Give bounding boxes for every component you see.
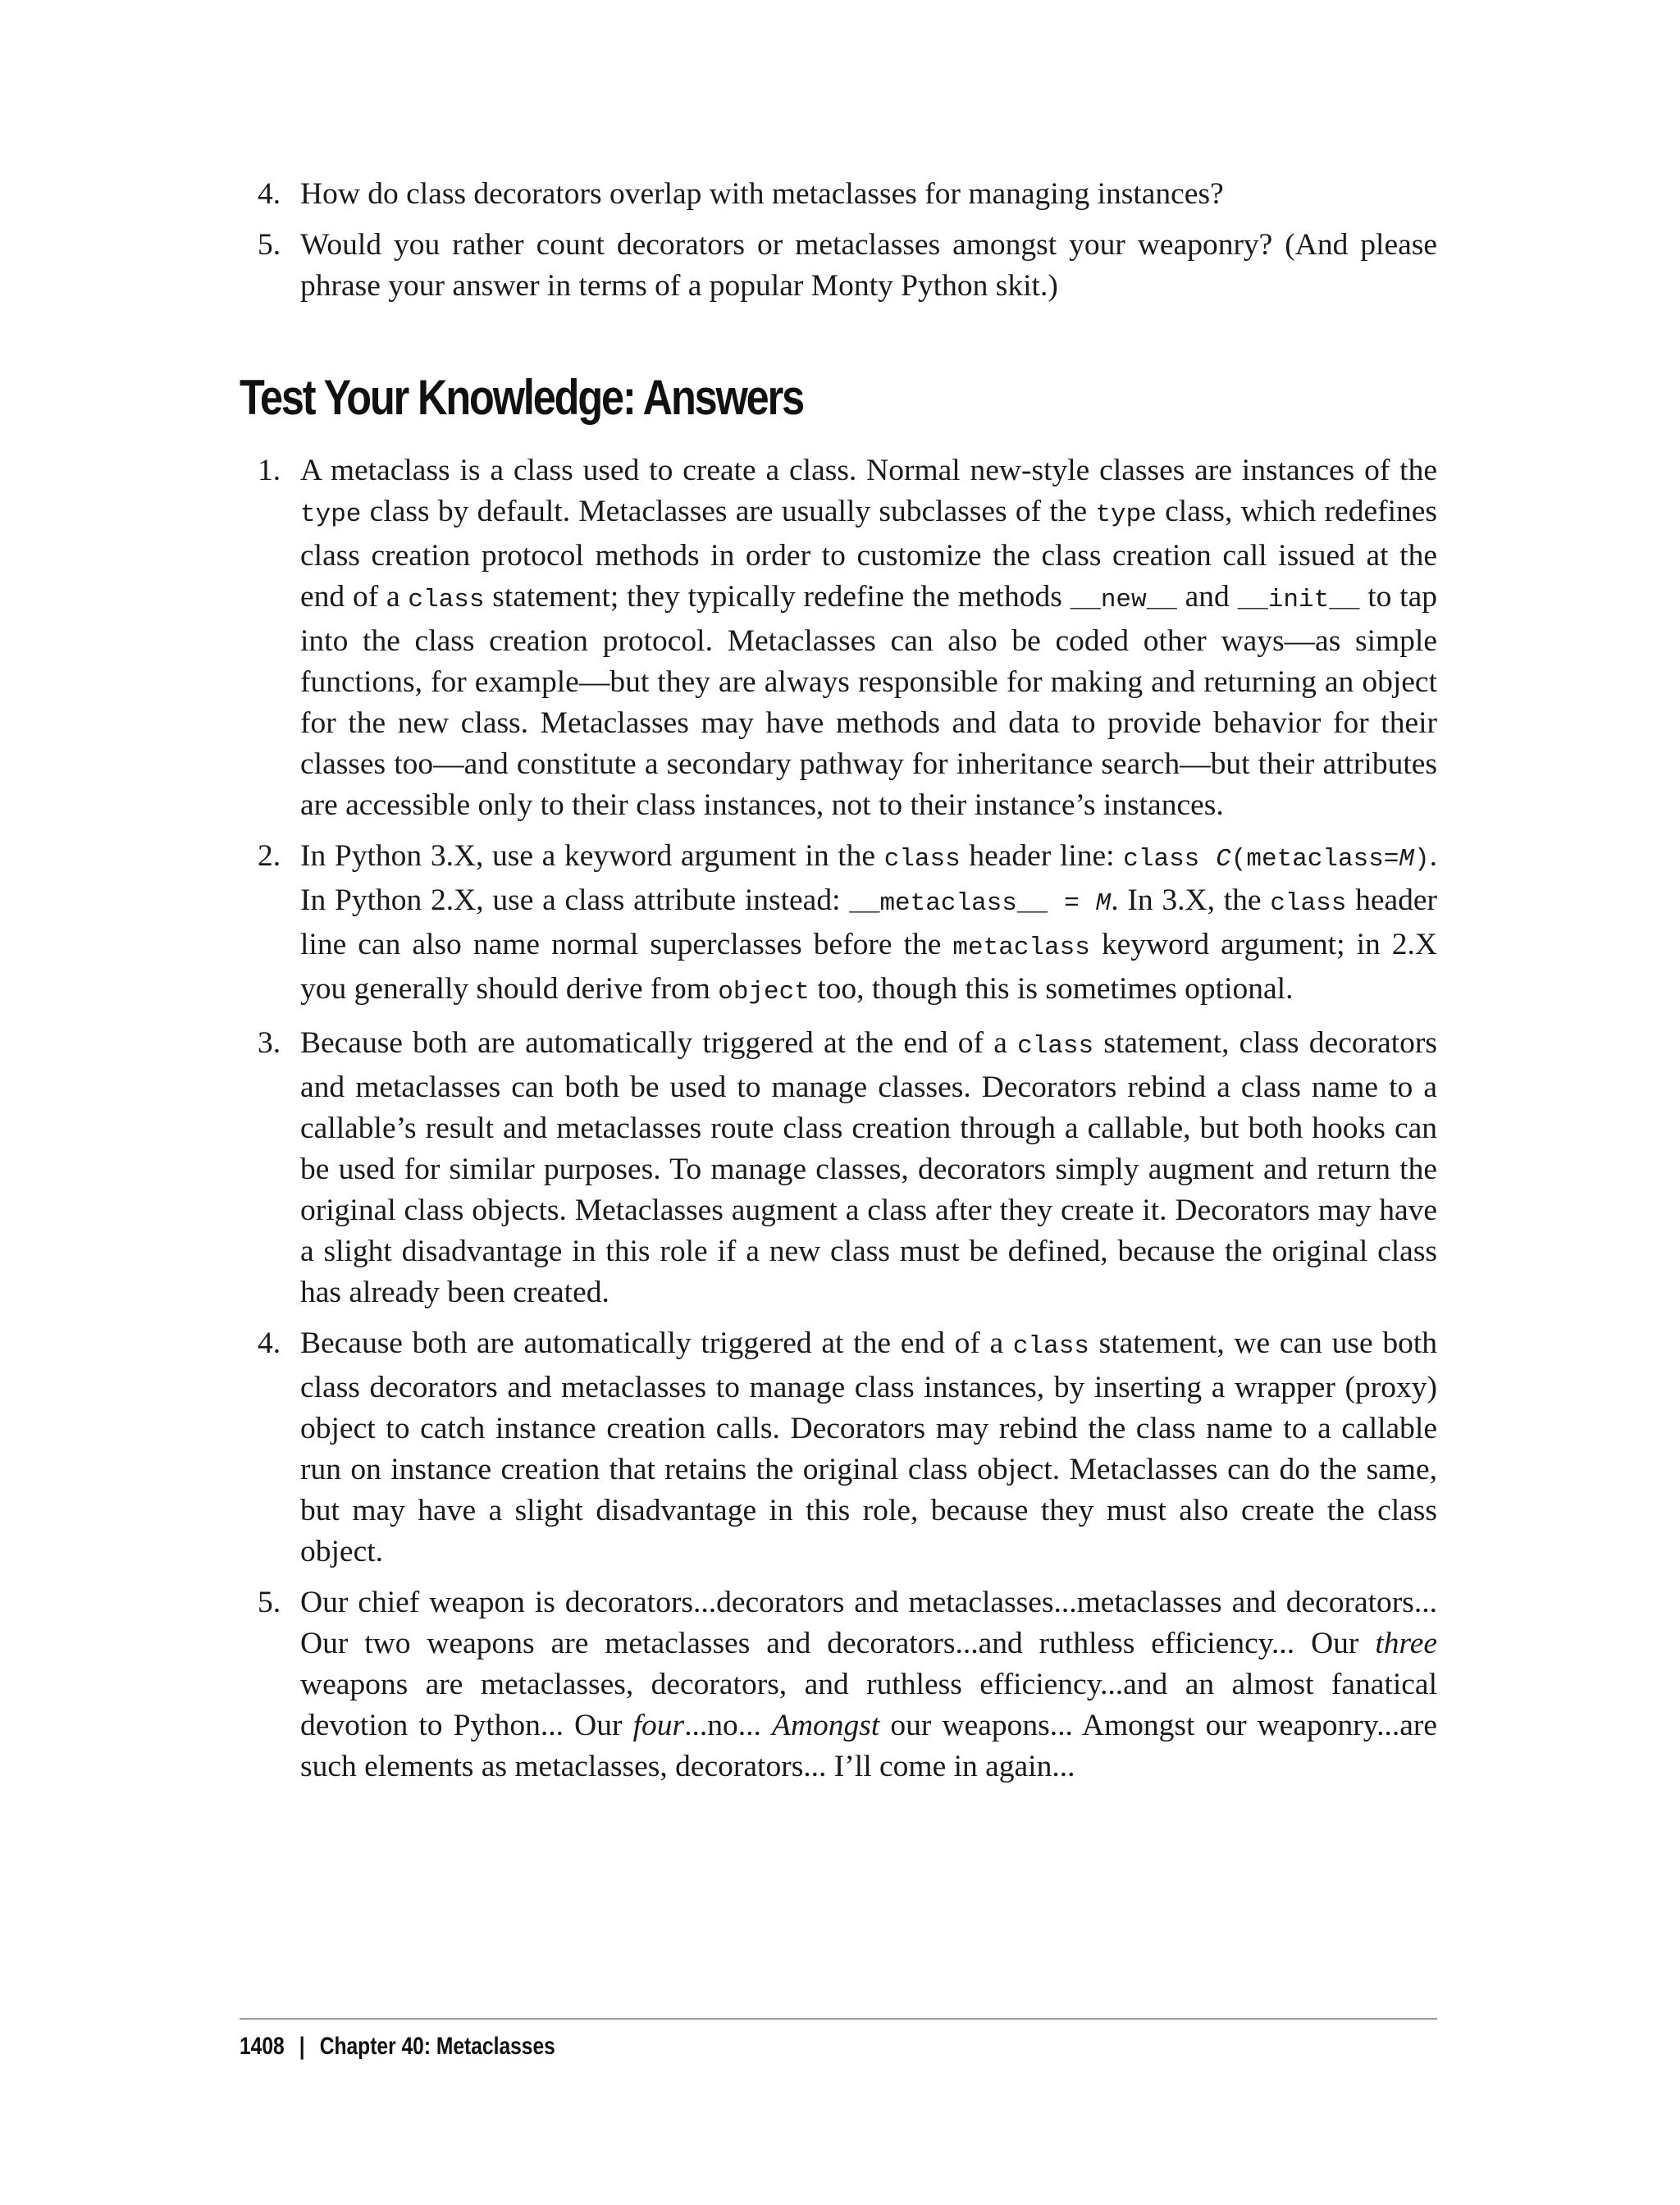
text-run: class by default. Metaclasses are usually subclasses of the bbox=[361, 495, 1096, 528]
item-number: 5. bbox=[258, 228, 281, 262]
answer-item bbox=[240, 1023, 1437, 1313]
text-run: . In Python 2.X, use a class attribute instead: bbox=[300, 839, 1438, 917]
inline-code: type bbox=[300, 500, 362, 529]
item-number: 4. bbox=[258, 1326, 281, 1360]
inline-code: metaclass bbox=[952, 934, 1090, 962]
text-run: header line: bbox=[960, 839, 1124, 873]
answer-item bbox=[240, 1323, 1437, 1573]
inline-code: class bbox=[408, 586, 485, 614]
text-run: . In 3.X, the bbox=[1111, 883, 1271, 917]
footer-divider bbox=[240, 2018, 1437, 2020]
answer-text bbox=[300, 1326, 1437, 1568]
question-item bbox=[240, 225, 1437, 307]
text-run: class, which redefines class creation protocol methods in order to customize the class creation call issued at the end of a bbox=[300, 495, 1437, 614]
answer-item bbox=[240, 836, 1437, 1013]
inline-code: __init__ bbox=[1237, 586, 1360, 614]
answer-text bbox=[300, 839, 1437, 1006]
text-run: ...no... bbox=[684, 1709, 773, 1742]
inline-code: class bbox=[1017, 1032, 1094, 1061]
text-run: Because both are automatically triggered at the end of a bbox=[300, 1026, 1018, 1060]
text-run: our weapons... Amongst our weaponry...are such elements as metaclasses, decorators... I’ll come in again... bbox=[300, 1709, 1438, 1783]
text-run: header line can also name normal superclasses before the bbox=[300, 883, 1438, 961]
question-text: Would you rather count decorators or metaclasses amongst your weaponry? (And please phrase your answer in terms of a popular Monty Python skit.) bbox=[300, 228, 1437, 303]
question-text: How do class decorators overlap with metaclasses for managing instances? bbox=[300, 177, 1224, 211]
question-list bbox=[240, 174, 1437, 307]
emphasis: three bbox=[1375, 1627, 1437, 1660]
text-run: A metaclass is a class used to create a class. Normal new-style classes are instances of the bbox=[300, 454, 1437, 487]
text-run: Our chief weapon is decorators...decorators and metaclasses...metaclasses and decorators... Our two weapons are metaclasses and decorators...and ruthless efficiency... Our bbox=[300, 1586, 1437, 1660]
item-number: 3. bbox=[258, 1026, 281, 1060]
answer-text bbox=[300, 1026, 1437, 1309]
answer-list bbox=[240, 450, 1437, 1797]
text-run: statement; they typically redefine the methods bbox=[484, 580, 1071, 614]
footer-separator: | bbox=[299, 2033, 305, 2060]
page-number: 1408 bbox=[240, 2033, 285, 2060]
page-body bbox=[240, 174, 1438, 1783]
text-run: and bbox=[1176, 580, 1238, 614]
inline-code: ) bbox=[1414, 845, 1430, 874]
inline-code: class bbox=[883, 845, 961, 874]
text-run: too, though this is sometimes optional. bbox=[809, 972, 1294, 1006]
text-run: weapons are metaclasses, decorators, and ruthless efficiency...and an almost fanatical devotion to Python... Our bbox=[300, 1668, 1437, 1742]
inline-code: type bbox=[1095, 500, 1157, 529]
inline-code: (metaclass= bbox=[1230, 845, 1399, 874]
answer-text bbox=[300, 1586, 1437, 1783]
inline-code: class bbox=[1012, 1332, 1089, 1361]
answer-text bbox=[300, 454, 1437, 822]
text-run: In Python 3.X, use a keyword argument in the bbox=[300, 839, 884, 873]
emphasis: Amongst bbox=[772, 1709, 880, 1742]
text-run: Because both are automatically triggered at the end of a bbox=[300, 1326, 1013, 1360]
item-number: 2. bbox=[258, 839, 281, 873]
emphasis: four bbox=[632, 1709, 685, 1742]
inline-code-italic: C bbox=[1216, 845, 1231, 874]
inline-code-italic: M bbox=[1399, 845, 1415, 874]
text-run: statement, we can use both class decorators and metaclasses to manage class instances, by inserting a wrapper (proxy) object to catch instance creation calls. Decorators may rebind the class name to a callable run on instance creation that retains the original class object. Metaclasses can do the same, but may have a slight disadvantage in this role, because they must also create the class object. bbox=[300, 1326, 1437, 1568]
inline-code: __metaclass__ = bbox=[849, 889, 1096, 918]
chapter-title: Chapter 40: Metaclasses bbox=[319, 2033, 555, 2060]
page-footer bbox=[240, 2033, 555, 2061]
item-number: 4. bbox=[258, 177, 281, 211]
text-run: statement, class decorators and metaclasses can both be used to manage classes. Decorators rebind a class name to a callable’s result and metaclasses route class creation through a callable, but both hooks can be used for similar purposes. To manage classes, decorators simply augment and return the original class objects. Metaclasses augment a class after they create it. Decorators may have a slight disadvantage in this role if a new class must be defined, because the original class has already been created. bbox=[300, 1026, 1437, 1309]
item-number: 1. bbox=[258, 454, 281, 487]
text-run: to tap into the class creation protocol. Metaclasses can also be coded other ways—as simple functions, for example—but they are always responsible for making and returning an object for the new class. Metaclasses may have methods and data to provide behavior for their classes too—and constitute a secondary pathway for inheritance search—but their attributes are accessible only to their class instances, not to their instance’s instances. bbox=[300, 580, 1437, 822]
section-title: Test Your Knowledge: Answers bbox=[240, 370, 804, 425]
inline-code: object bbox=[718, 978, 810, 1007]
text-run: keyword argument; in 2.X you generally should derive from bbox=[300, 928, 1437, 1006]
question-item bbox=[240, 174, 1437, 215]
inline-code: class bbox=[1270, 889, 1347, 918]
answer-item bbox=[240, 450, 1437, 826]
inline-code-italic: M bbox=[1095, 889, 1112, 918]
answer-item bbox=[240, 1582, 1437, 1787]
item-number: 5. bbox=[258, 1586, 281, 1619]
inline-code: __new__ bbox=[1070, 586, 1177, 614]
inline-code: class bbox=[1123, 845, 1217, 874]
